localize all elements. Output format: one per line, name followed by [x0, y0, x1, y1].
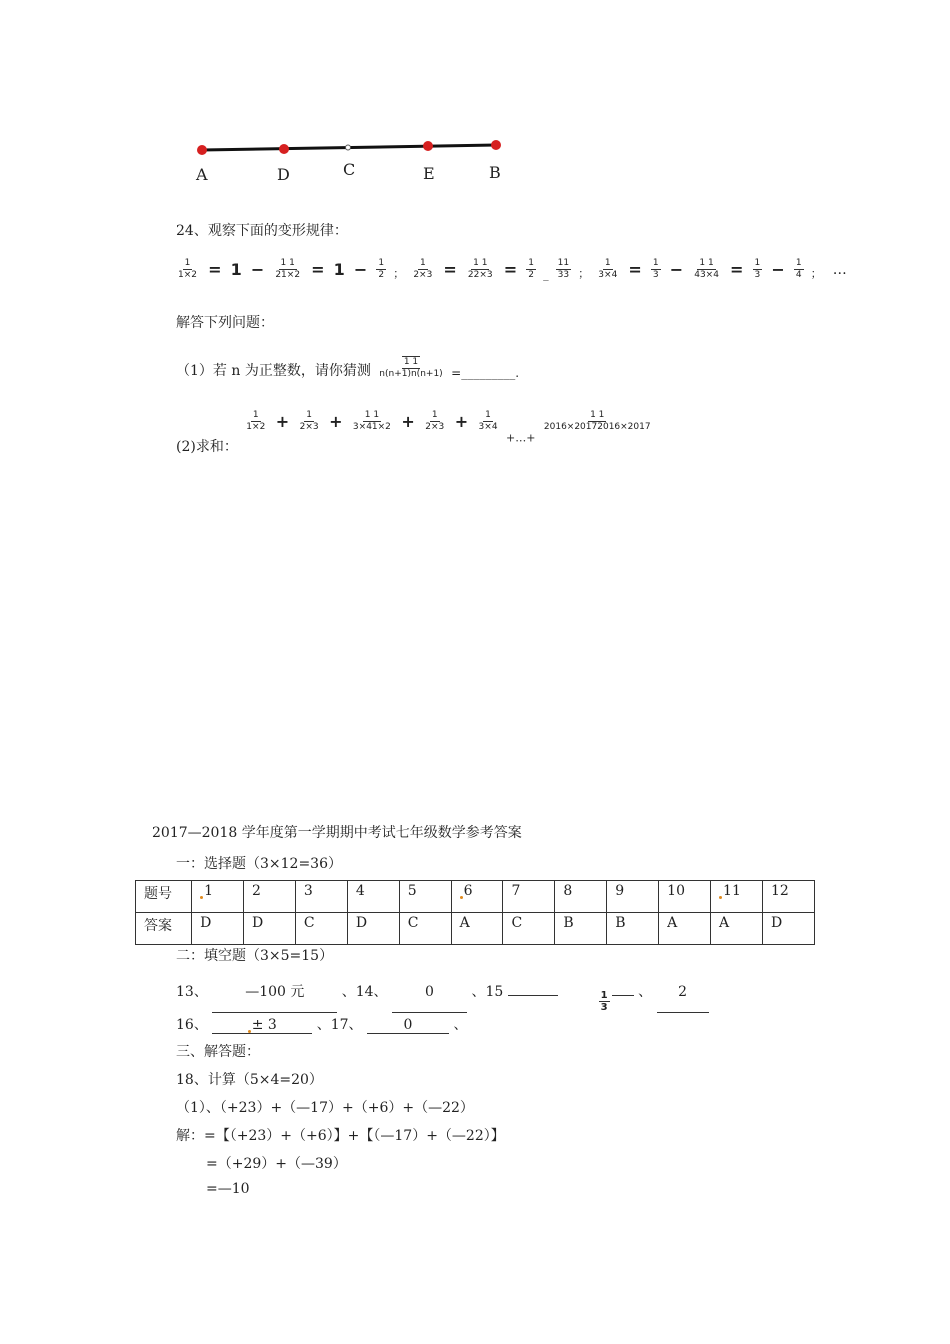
eq3-a: $\frac{1}{3}$ — [652, 258, 659, 280]
eq1-right: $\frac{1}{2}$ — [378, 258, 385, 280]
segment-diagram — [180, 130, 520, 190]
q24-equations: $\frac{1}{1\times 2}$ = 1 − $\frac{1 1}{21\times 2}$ = 1 − $\frac{1}{2}$ ； $\frac{1}{2\times 3}$ = $\frac{1 1}{22\times 3}$ = $\frac{1}{2}$ _ $\frac{11}{33}$ ； $\frac{1}{3\times 4}$ = $\frac{1}{3}$ − $\frac{1 1}{43\times 4}$ = $\frac{1}{3}$ − $\frac{1}{4}$ ； … — [178, 258, 847, 281]
q24-solve: 解答下列问题： — [176, 315, 274, 331]
eq1-mid: $\frac{1 1}{21\times 2}$ — [275, 258, 301, 280]
eq3-mid: $\frac{1 1}{43\times 4}$ — [694, 258, 719, 280]
table-row: 题号 1 2 3 4 5 6 7 8 9 10 11 12 — [136, 881, 815, 913]
fill-line-1: 13、 —100 元 、14、 0 、15 $\frac{1}{3}$ 、 2 — [176, 972, 709, 1013]
label-e: E — [423, 164, 435, 183]
q24-part1: （1）若 n 为正整数，请你猜测 $\frac{1 1}{n(n+1)n(n+1)}$ =_________. — [176, 357, 520, 380]
label-b: B — [489, 163, 501, 182]
point-e — [423, 141, 433, 151]
eq1-lhs: $\frac{1}{1\times 2}$ — [178, 258, 197, 280]
q24-part2: (2)求和： $\frac{1}{1\times 2}$ + $\frac{1}{2\times 3}$ + $\frac{1 1}{3\times 41\times 2}$ + $\frac{1}{2\times 3}$ + $\frac{1}{3\times 4}$ $_{+\dots+}$ $\frac{1 1}{2016\times 20172016\times 2017}$ — [176, 410, 651, 455]
label-d: D — [277, 165, 290, 184]
q24-title: 24、观察下面的变形规律： — [176, 223, 348, 239]
eq2-mid: $\frac{1 1}{22\times 3}$ — [467, 258, 493, 280]
fill-line-2: 16、 ± 3 、17、 0 、 — [176, 1017, 468, 1033]
solution-step-1: 解：=【（+23）+（+6）】+【（—17）+（—22）】 — [176, 1128, 505, 1144]
table-row: 答案 D D C D C A C B B A A D — [136, 913, 815, 945]
section-2-title: 二：填空题（3×5=15） — [176, 948, 334, 964]
point-d — [279, 144, 289, 154]
label-a: A — [196, 165, 208, 184]
eq3-lhs: $\frac{1}{3\times 4}$ — [598, 258, 618, 280]
eq3-c: $\frac{1}{4}$ — [795, 258, 802, 280]
section-1-title: 一：选择题（3×12=36） — [176, 856, 342, 872]
eq3-b: $\frac{1}{3}$ — [754, 258, 761, 280]
q18-title: 18、计算（5×4=20） — [176, 1072, 323, 1088]
answer-title: 2017—2018 学年度第一学期期中考试七年级数学参考答案 — [152, 825, 522, 841]
point-c — [346, 145, 351, 150]
eq2-lhs: $\frac{1}{2\times 3}$ — [413, 258, 433, 280]
point-a — [197, 145, 207, 155]
q18-part1: （1）、（+23）+（—17）+（+6）+（—22） — [176, 1100, 474, 1116]
solution-step-3: =—10 — [206, 1181, 250, 1197]
eq2-a: $\frac{1}{2}$ — [528, 258, 534, 280]
label-c: C — [343, 160, 356, 179]
answer-table — [135, 880, 815, 945]
point-b — [491, 140, 501, 150]
p1-fraction: $\frac{1 1}{n(n+1)n(n+1)}$ — [379, 357, 443, 379]
eq2-b: $\frac{11}{33}$ — [557, 258, 570, 280]
solution-step-2: =（+29）+（—39） — [206, 1156, 347, 1172]
section-3-title: 三、解答题： — [176, 1044, 260, 1060]
